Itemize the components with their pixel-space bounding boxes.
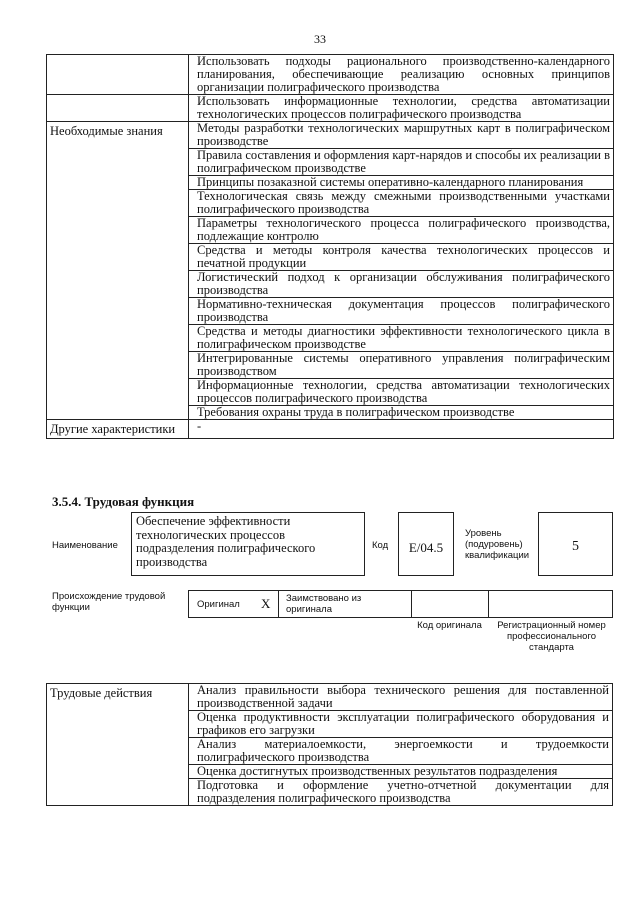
- skill-cell: [189, 55, 614, 95]
- knowledge-text: Принципы позаказной системы оперативно-календарного планирования: [197, 175, 584, 189]
- table-row: [47, 55, 614, 95]
- knowledge-text: Информационные технологии, средства автоматизации технологических процессов полиграфического производства: [197, 378, 610, 405]
- skill-text: Использовать информационные технологии, средства автоматизации технологических процессов полиграфического производства: [197, 94, 610, 121]
- function-code-value: E/04.5: [408, 540, 444, 555]
- table-row: [47, 420, 614, 439]
- origin-divider: [411, 591, 412, 617]
- origin-label: Происхождение трудовой функции: [52, 591, 166, 613]
- knowledge-cell: [189, 325, 614, 352]
- function-name-box: [131, 512, 365, 576]
- skill-text: Использовать подходы рационального производственно-календарного планирования, обеспечивающие реализацию основных принципов организации полиграфического производства: [197, 54, 610, 94]
- action-cell: [189, 765, 613, 779]
- origin-divider: [488, 591, 489, 617]
- other-label-cell: [47, 420, 189, 439]
- knowledge-text: Методы разработки технологических маршрутных карт в полиграфическом производстве: [197, 121, 610, 148]
- knowledge-cell: [189, 122, 614, 149]
- action-cell: [189, 779, 613, 806]
- page-number: 33: [314, 32, 326, 46]
- name-label: Наименование: [52, 540, 118, 551]
- knowledge-text: Требования охраны труда в полиграфическом производстве: [197, 405, 515, 419]
- knowledge-label: Необходимые знания: [50, 124, 163, 138]
- actions-label: Трудовые действия: [50, 686, 153, 700]
- code-original-caption: Код оригинала: [417, 620, 482, 631]
- original-mark: X: [261, 596, 271, 611]
- knowledge-text: Правила составления и оформления карт-нарядов и способы их реализации в полиграфическом производстве: [197, 148, 610, 175]
- code-label: Код: [372, 540, 389, 551]
- level-value: 5: [572, 539, 579, 554]
- knowledge-cell: [189, 298, 614, 325]
- action-text: Анализ правильности выбора технического решения для поставленной производственной задачи: [197, 683, 609, 710]
- skills-label-cell: [47, 95, 189, 122]
- requirements-table: [46, 54, 614, 439]
- knowledge-text: Нормативно-техническая документация процессов полиграфического производства: [197, 297, 610, 324]
- action-cell: [189, 711, 613, 738]
- borrowed-label: Заимствовано из оригинала: [286, 593, 362, 615]
- knowledge-cell: [189, 149, 614, 176]
- knowledge-cell: [189, 379, 614, 406]
- knowledge-text: Интегрированные системы оперативного управления полиграфическим производством: [197, 351, 610, 378]
- action-text: Оценка достигнутых производственных результатов подразделения: [197, 764, 558, 778]
- knowledge-text: Параметры технологического процесса полиграфического производства, подлежащие контролю: [197, 216, 610, 243]
- other-value: -: [197, 419, 202, 433]
- knowledge-cell: [189, 352, 614, 379]
- original-label: Оригинал: [197, 599, 240, 610]
- action-text: Оценка продуктивности эксплуатации полиграфического оборудования и графиков его загрузки: [197, 710, 609, 737]
- knowledge-cell: [189, 176, 614, 190]
- knowledge-text: Логистический подход к организации обслуживания полиграфического производства: [197, 270, 610, 297]
- knowledge-text: Средства и методы диагностики эффективности технологического цикла в полиграфическом производстве: [197, 324, 610, 351]
- other-label: Другие характеристики: [50, 422, 176, 436]
- table-row: [47, 95, 614, 122]
- knowledge-label-cell: [47, 122, 189, 420]
- table-row: [47, 684, 613, 711]
- knowledge-cell: [189, 244, 614, 271]
- level-label: Уровень (подуровень) квалификации: [465, 528, 530, 561]
- skill-cell: [189, 95, 614, 122]
- action-text: Анализ материалоемкости, энергоемкости и трудоемкости полиграфического производства: [197, 737, 609, 764]
- table-row: [47, 122, 614, 149]
- knowledge-cell: [189, 217, 614, 244]
- skills-label-cell: [47, 55, 189, 95]
- knowledge-cell: [189, 271, 614, 298]
- section-title: 3.5.4. Трудовая функция: [52, 494, 195, 509]
- knowledge-text: Средства и методы контроля качества технологических процессов и печатной продукции: [197, 243, 610, 270]
- origin-divider: [278, 591, 279, 617]
- actions-table: [46, 683, 613, 806]
- reg-number-caption: Регистрационный номер профессионального стандарта: [497, 620, 606, 653]
- function-code-box: [398, 512, 454, 576]
- action-text: Подготовка и оформление учетно-отчетной документации для подразделения полиграфического производства: [197, 778, 609, 805]
- function-name-value: Обеспечение эффективности технологических процессов подразделения полиграфического производства: [136, 514, 316, 569]
- action-cell: [189, 738, 613, 765]
- knowledge-text: Технологическая связь между смежными производственными участками полиграфического производства: [197, 189, 610, 216]
- level-box: [538, 512, 613, 576]
- actions-label-cell: [47, 684, 189, 806]
- origin-row: [188, 590, 613, 618]
- action-cell: [189, 684, 613, 711]
- knowledge-cell: [189, 406, 614, 420]
- other-value-cell: [189, 420, 614, 439]
- knowledge-cell: [189, 190, 614, 217]
